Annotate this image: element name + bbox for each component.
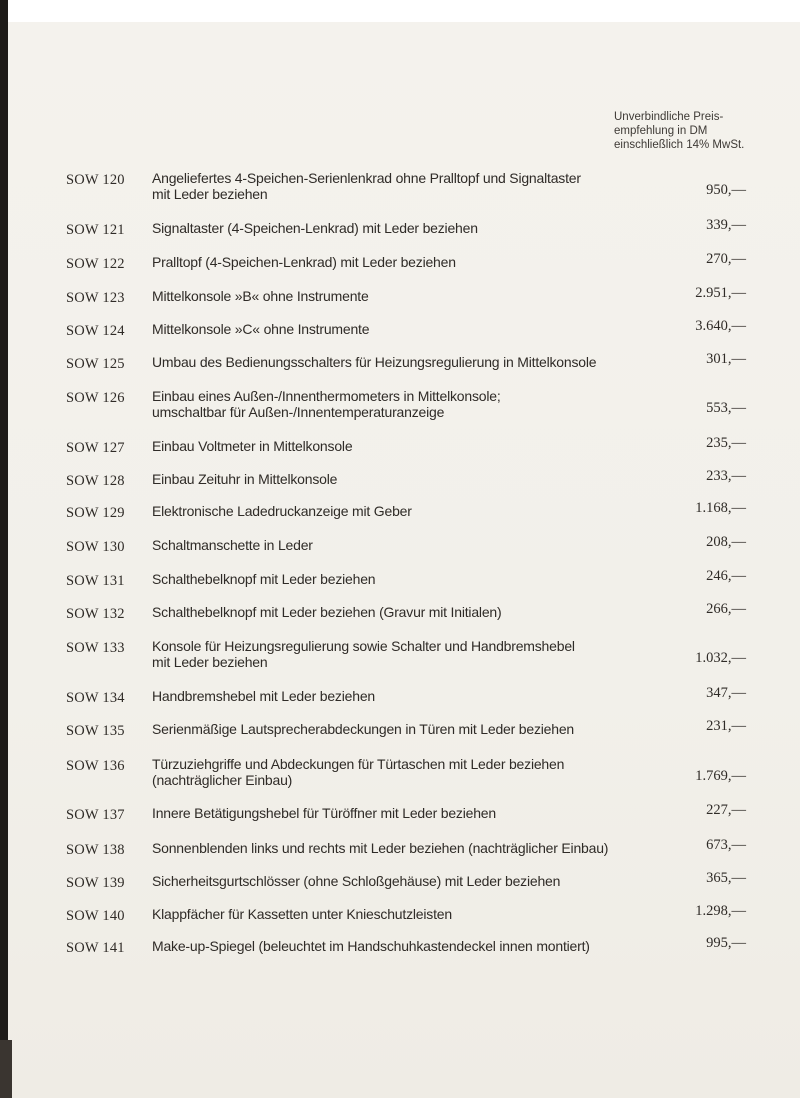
item-code: SOW 128	[66, 473, 125, 489]
item-description	[152, 840, 692, 856]
price-column-header	[614, 110, 794, 152]
item-description-line: mit Leder beziehen	[152, 654, 268, 670]
item-price: 3.640,—	[695, 318, 746, 334]
item-code: SOW 135	[66, 723, 125, 739]
item-description	[152, 571, 692, 587]
item-code: SOW 127	[66, 440, 125, 456]
item-description-line: Einbau Voltmeter in Mittelkonsole	[152, 438, 353, 454]
item-price: 1.769,—	[695, 768, 746, 784]
item-price: 231,—	[706, 718, 746, 734]
item-description-line: Klappfächer für Kassetten unter Knieschutzleisten	[152, 906, 452, 922]
item-description-line: Türzuziehgriffe und Abdeckungen für Türtaschen mit Leder beziehen	[152, 756, 565, 772]
item-price: 233,—	[706, 468, 746, 484]
item-description	[152, 756, 692, 788]
item-description-line: Schalthebelknopf mit Leder beziehen	[152, 571, 376, 587]
header-line-3: einschließlich 14% MwSt.	[614, 139, 745, 151]
item-description	[152, 254, 692, 270]
item-description	[152, 805, 692, 821]
item-description	[152, 604, 692, 620]
item-description	[152, 638, 692, 670]
item-description	[152, 354, 692, 370]
item-description-line: Make-up-Spiegel (beleuchtet im Handschuhkastendeckel innen montiert)	[152, 938, 590, 954]
item-price: 270,—	[706, 251, 746, 267]
item-code: SOW 126	[66, 390, 125, 406]
item-price: 347,—	[706, 685, 746, 701]
item-description	[152, 873, 692, 889]
item-description	[152, 721, 692, 737]
item-description	[152, 503, 692, 519]
header-line-1: Unverbindliche Preis-	[614, 111, 724, 123]
scan-top-margin	[0, 0, 800, 22]
item-price: 1.168,—	[695, 500, 746, 516]
item-code: SOW 132	[66, 606, 125, 622]
header-line-2: empfehlung in DM	[614, 125, 708, 137]
item-description	[152, 170, 692, 202]
item-code: SOW 133	[66, 640, 125, 656]
item-price: 339,—	[706, 217, 746, 233]
item-description-line: Mittelkonsole »C« ohne Instrumente	[152, 321, 370, 337]
item-code: SOW 131	[66, 573, 125, 589]
item-description-line: Innere Betätigungshebel für Türöffner mit Leder beziehen	[152, 805, 496, 821]
item-price: 1.032,—	[695, 650, 746, 666]
item-code: SOW 134	[66, 690, 125, 706]
item-price: 950,—	[706, 182, 746, 198]
item-description-line: Sonnenblenden links und rechts mit Leder beziehen (nachträglicher Einbau)	[152, 840, 609, 856]
item-description	[152, 537, 692, 553]
item-description-line: mit Leder beziehen	[152, 186, 268, 202]
item-description-line: umschaltbar für Außen-/Innentemperaturanzeige	[152, 404, 445, 420]
item-price: 995,—	[706, 935, 746, 951]
item-code: SOW 123	[66, 290, 125, 306]
item-price: 235,—	[706, 435, 746, 451]
item-code: SOW 141	[66, 940, 125, 956]
item-price: 246,—	[706, 568, 746, 584]
item-description	[152, 220, 692, 236]
item-code: SOW 136	[66, 758, 125, 774]
item-description	[152, 938, 692, 954]
item-description	[152, 321, 692, 337]
item-description-line: Umbau des Bedienungsschalters für Heizungsregulierung in Mittelkonsole	[152, 354, 597, 370]
item-description-line: Sicherheitsgurtschlösser (ohne Schloßgehäuse) mit Leder beziehen	[152, 873, 561, 889]
item-price: 208,—	[706, 534, 746, 550]
item-price: 673,—	[706, 837, 746, 853]
item-description-line: Signaltaster (4-Speichen-Lenkrad) mit Leder beziehen	[152, 220, 478, 236]
document-page	[8, 22, 800, 1098]
item-price: 2.951,—	[695, 285, 746, 301]
item-description	[152, 906, 692, 922]
item-code: SOW 122	[66, 256, 125, 272]
item-price: 365,—	[706, 870, 746, 886]
item-description-line: Serienmäßige Lautsprecherabdeckungen in Türen mit Leder beziehen	[152, 721, 574, 737]
item-description	[152, 438, 692, 454]
item-code: SOW 129	[66, 505, 125, 521]
item-price: 227,—	[706, 802, 746, 818]
item-description-line: Handbremshebel mit Leder beziehen	[152, 688, 375, 704]
item-code: SOW 125	[66, 356, 125, 372]
item-description-line: Einbau Zeituhr in Mittelkonsole	[152, 471, 338, 487]
item-description-line: Elektronische Ladedruckanzeige mit Geber	[152, 503, 412, 519]
item-description-line: Schalthebelknopf mit Leder beziehen (Gravur mit Initialen)	[152, 604, 502, 620]
item-description-line: Pralltopf (4-Speichen-Lenkrad) mit Leder beziehen	[152, 254, 456, 270]
item-description-line: Konsole für Heizungsregulierung sowie Schalter und Handbremshebel	[152, 638, 575, 654]
item-description	[152, 388, 692, 420]
item-price: 553,—	[706, 400, 746, 416]
item-code: SOW 121	[66, 222, 125, 238]
item-description-line: Schaltmanschette in Leder	[152, 537, 313, 553]
item-description-line: Angeliefertes 4-Speichen-Serienlenkrad ohne Pralltopf und Signaltaster	[152, 170, 581, 186]
item-description-line: Einbau eines Außen-/Innenthermometers in Mittelkonsole;	[152, 388, 501, 404]
item-description-line: (nachträglicher Einbau)	[152, 772, 293, 788]
scan-bottom-left-corner	[0, 1040, 12, 1098]
item-description	[152, 471, 692, 487]
item-code: SOW 137	[66, 807, 125, 823]
item-description-line: Mittelkonsole »B« ohne Instrumente	[152, 288, 369, 304]
item-description	[152, 288, 692, 304]
item-code: SOW 120	[66, 172, 125, 188]
item-code: SOW 124	[66, 323, 125, 339]
item-price: 1.298,—	[695, 903, 746, 919]
item-code: SOW 130	[66, 539, 125, 555]
item-price: 301,—	[706, 351, 746, 367]
scan-left-edge	[0, 0, 8, 1098]
item-code: SOW 140	[66, 908, 125, 924]
item-code: SOW 138	[66, 842, 125, 858]
item-description	[152, 688, 692, 704]
item-price: 266,—	[706, 601, 746, 617]
item-code: SOW 139	[66, 875, 125, 891]
